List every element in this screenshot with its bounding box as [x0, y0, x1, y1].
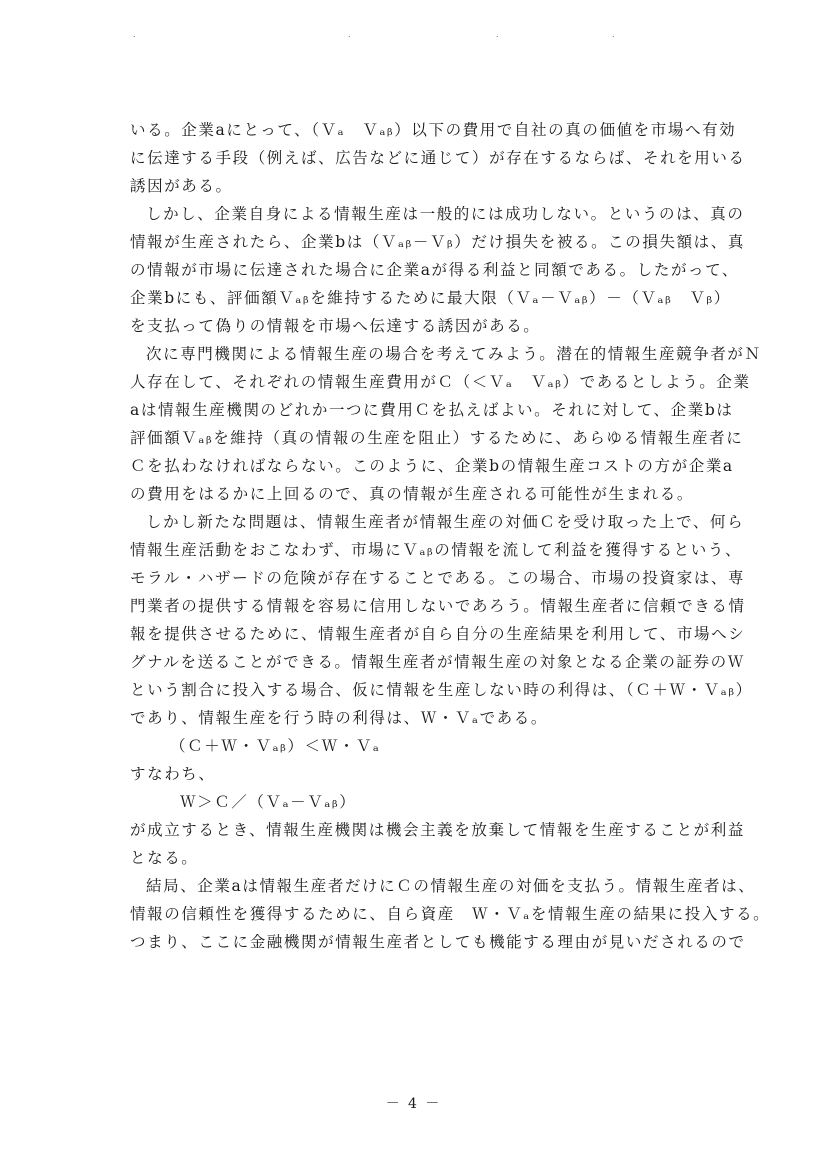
text-line: という割合に投入する場合、仮に情報を生産しない時の利得は、（Ｃ＋Ｗ・Ｖₐᵦ）	[130, 681, 753, 699]
text-line: の情報が市場に伝達された場合に企業aが得る利益と同額である。したがって、	[130, 261, 740, 279]
page-number: － 4 －	[385, 1096, 442, 1112]
paragraph-start-line: しかし、企業自身による情報生産は一般的には成功しない。というのは、真の	[146, 205, 745, 223]
equation-inequality: （Ｃ＋Ｗ・Ｖₐᵦ）＜Ｗ・Ｖₐ	[170, 737, 381, 755]
text-line: 評価額Ｖₐᵦを維持（真の情報の生産を阻止）するために、あらゆる情報生産者に	[130, 429, 744, 447]
text-line: すなわち、	[130, 765, 216, 783]
text-line: 企業bにも、評価額Ｖₐᵦを維持するために最大限（Ｖₐ－Ｖₐᵦ）－（Ｖₐᵦ Ｖᵦ）	[130, 289, 731, 307]
text-line: 誘因がある。	[130, 177, 233, 195]
text-line: グナルを送ることができる。情報生産者が情報生産の対象となる企業の証券のＷ	[130, 653, 745, 671]
text-line: 報を提供させるために、情報生産者が自ら自分の生産結果を利用して、市場へシ	[130, 625, 746, 643]
text-line: が成立するとき、情報生産機関は機会主義を放棄して情報を生産することが利益	[130, 821, 745, 839]
paragraph-start-line: 結局、企業aは情報生産者だけにＣの情報生産の対価を支払う。情報生産者は、	[146, 877, 756, 895]
text-line: に伝達する手段（例えば、広告などに通じて）が存在するならば、それを用いる	[130, 149, 746, 167]
text-line: であり、情報生産を行う時の利得は、Ｗ・Ｖₐである。	[130, 709, 548, 727]
text-line: 情報が生産されたら、企業bは（Ｖₐᵦ－Ｖᵦ）だけ損失を被る。この損失額は、真	[130, 233, 745, 251]
body-text	[130, 116, 771, 956]
header-mark: .	[496, 30, 499, 39]
text-line: 人存在して、それぞれの情報生産費用がＣ（＜Ｖₐ Ｖₐᵦ）であるとしよう。企業	[130, 373, 751, 391]
header-mark: .	[133, 30, 136, 39]
text-line: 情報生産活動をおこなわず、市場にＶₐᵦの情報を流して利益を獲得するという、	[130, 541, 743, 559]
paragraph-start-line: しかし新たな問題は、情報生産者が情報生産の対価Ｃを受け取った上で、何ら	[146, 513, 745, 531]
header-mark: .	[612, 30, 615, 39]
text-line: 情報の信頼性を獲得するために、自ら資産 Ｗ・Ｖₐを情報生産の結果に投入する。	[130, 905, 771, 923]
text-line: Ｃを払わなければならない。このように、企業bの情報生産コストの方が企業a	[130, 457, 734, 475]
text-line: を支払って偽りの情報を市場へ伝達する誘因がある。	[130, 317, 541, 335]
equation-condition: Ｗ＞Ｃ／（Ｖₐ－Ｖₐᵦ）	[180, 793, 357, 811]
paragraph-start-line: 次に専門機関による情報生産の場合を考えてみよう。潜在的情報生産競争者がＮ	[146, 345, 762, 363]
header-mark: .	[348, 30, 351, 39]
text-line: aは情報生産機関のどれか一つに費用Ｃを払えばよい。それに対して、企業bは	[130, 401, 734, 419]
text-line: となる。	[130, 849, 199, 867]
text-line: つまり、ここに金融機関が情報生産者としても機能する理由が見いだされるので	[130, 933, 746, 951]
text-line: いる。企業aにとって、（Ｖₐ Ｖₐᵦ）以下の費用で自社の真の価値を市場へ有効	[130, 121, 737, 139]
text-line: モラル・ハザードの危険が存在することである。この場合、市場の投資家は、専	[130, 569, 746, 587]
text-line: の費用をはるかに上回るので、真の情報が生産される可能性が生まれる。	[130, 485, 694, 503]
text-line: 門業者の提供する情報を容易に信用しないであろう。情報生産者に信頼できる情	[130, 597, 746, 615]
